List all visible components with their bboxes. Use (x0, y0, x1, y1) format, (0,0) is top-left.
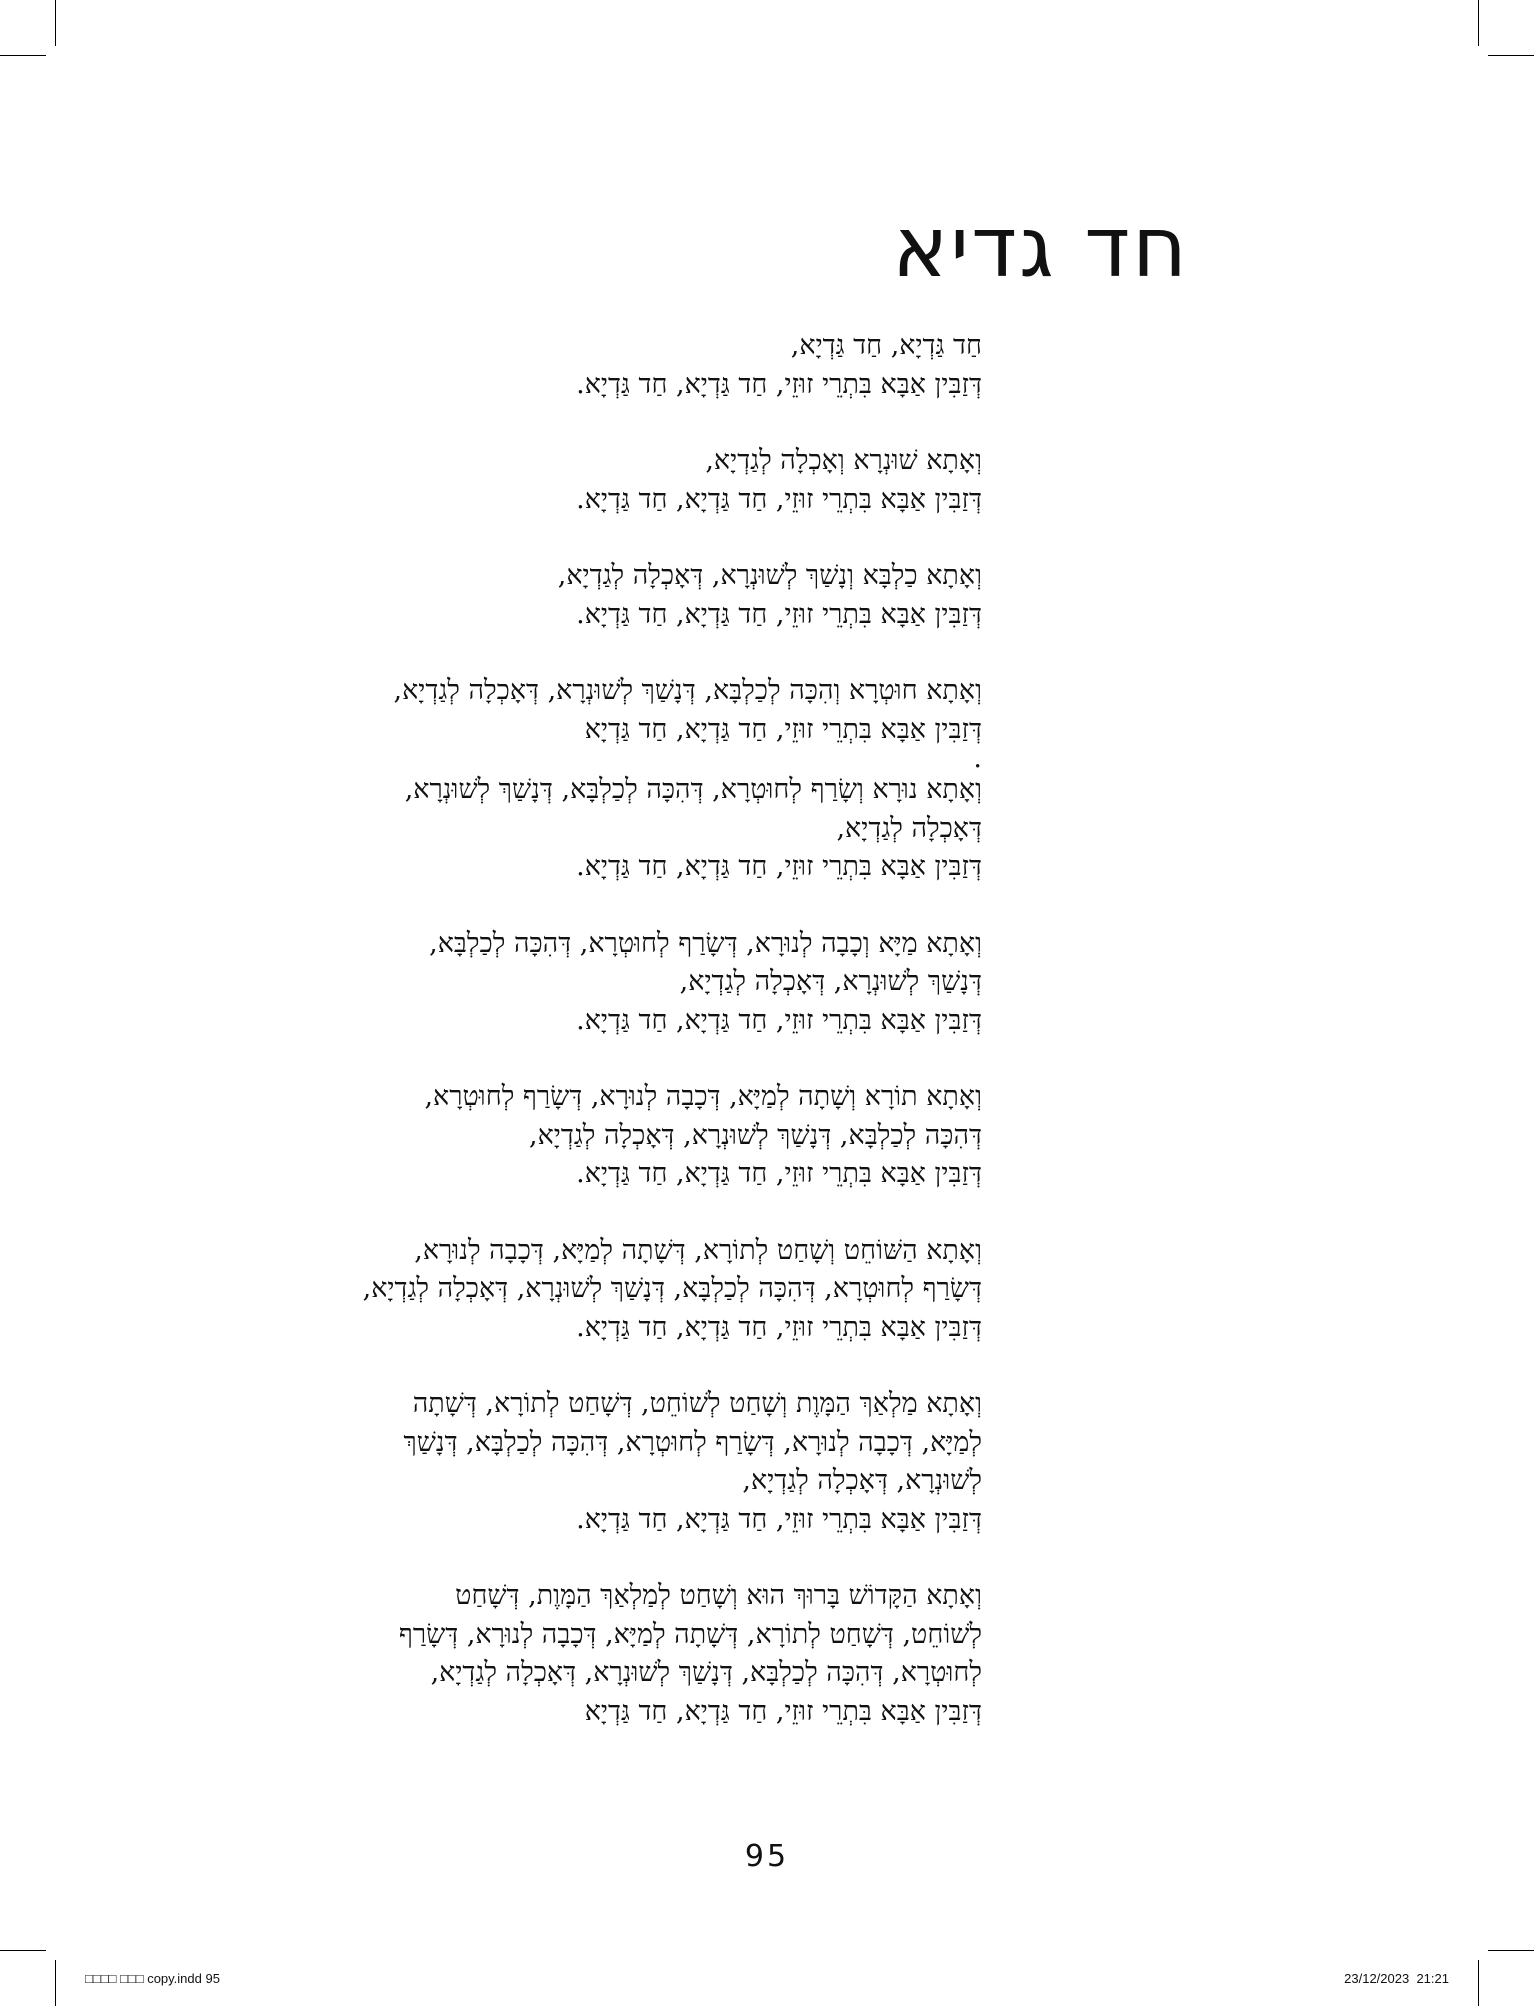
crop-mark (0, 55, 46, 56)
crop-mark (55, 0, 56, 46)
verse-line: וְאָתָא מַיָּא וְכָבָה לְנוּרָא, דְּשָׂרַף לְחוּטְרָא, דְּהִכָּה לְכַלְבָּא, (429, 927, 982, 959)
crop-mark (55, 1960, 56, 2006)
verse-line: דְּזַבִּין אַבָּא בִּתְרֵי זוּזֵי, חַד גַּדְיָא, חַד גַּדְיָא. (576, 1503, 982, 1535)
verse-line: דְּהִכָּה לְכַלְבָּא, דְּנָשַׁךְ לְשׁוּנְרָא, דְּאָכְלָה לְגַדְיָא, (529, 1119, 982, 1151)
verse-trailing-mark: . (973, 743, 982, 774)
verse-line: וְאָתָא הַשּׁוֹחֵט וְשָׁחַט לְתוֹרָא, דְּשָׁתָה לְמַיָּא, דְּכָבָה לְנוּרָא, (414, 1234, 982, 1266)
crop-mark (1488, 55, 1534, 56)
verse-line: דְּזַבִּין אַבָּא בִּתְרֵי זוּזֵי, חַד גַּדְיָא, חַד גַּדְיָא. (576, 483, 982, 515)
slug-file-name: □□□□ □□□ copy.indd 95 (85, 1971, 220, 1986)
verse-line: לְשׁוֹחֵט, דְּשָׁחַט לְתוֹרָא, דְּשָׁתָה לְמַיָּא, דְּכָבָה לְנוּרָא, דְּשָׂרַף (398, 1618, 982, 1650)
verse-line: לְחוּטְרָא, דְּהִכָּה לְכַלְבָּא, דְּנָשַׁךְ לְשׁוּנְרָא, דְּאָכְלָה לְגַדְיָא, (430, 1657, 982, 1688)
verse-stanza (102, 1577, 982, 1731)
verse-line: חַד גַּדְיָא, חַד גַּדְיָא, (790, 330, 982, 361)
song-text (102, 327, 982, 1769)
verse-line: דְּזַבִּין אַבָּא בִּתְרֵי זוּזֵי, חַד גַּדְיָא, חַד גַּדְיָא. (576, 1158, 982, 1189)
verse-stanza (102, 1078, 982, 1194)
crop-mark (1478, 0, 1479, 46)
verse-line: וְאָתָא נוּרָא וְשָׂרַף לְחוּטְרָא, דְּהִכָּה לְכַלְבָּא, דְּנָשַׁךְ לְשׁוּנְרָא, (404, 774, 982, 805)
verse-stanza (102, 1385, 982, 1539)
verse-line: דְּזַבִּין אַבָּא בִּתְרֵי זוּזֵי, חַד גַּדְיָא, חַד גַּדְיָא (584, 1695, 982, 1727)
crop-mark (1478, 1960, 1479, 2006)
verse-line: לְמַיָּא, דְּכָבָה לְנוּרָא, דְּשָׂרַף לְחוּטְרָא, דְּהִכָּה לְכַלְבָּא, דְּנָשַׁךְ (403, 1426, 982, 1458)
verse-line: וְאָתָא שׁוּנְרָא וְאָכְלָה לְגַדְיָא, (705, 445, 982, 476)
verse-line: דְּזַבִּין אַבָּא בִּתְרֵי זוּזֵי, חַד גַּדְיָא, חַד גַּדְיָא. (576, 368, 982, 400)
verse-stanza (102, 771, 982, 887)
page-title: חד גדיא (892, 198, 1189, 296)
verse-line: וְאָתָא חוּטְרָא וְהִכָּה לְכַלְבָּא, דְּנָשַׁךְ לְשׁוּנְרָא, דְּאָכְלָה לְגַדְיָא, (393, 675, 982, 706)
verse-line: דְּזַבִּין אַבָּא בִּתְרֵי זוּזֵי, חַד גַּדְיָא, חַד גַּדְיָא. (576, 851, 982, 882)
verse-line: דְּזַבִּין אַבָּא בִּתְרֵי זוּזֵי, חַד גַּדְיָא, חַד גַּדְיָא. (576, 1311, 982, 1343)
verse-line: וְאָתָא כַלְבָּא וְנָשַׁךְ לְשׁוּנְרָא, דְּאָכְלָה לְגַדְיָא, (557, 560, 982, 591)
slug-timestamp (1344, 1971, 1449, 1986)
slug-time: 21:21 (1416, 1971, 1449, 1986)
crop-mark (1488, 1950, 1534, 1951)
verse-stanza (102, 1232, 982, 1348)
verse-line: וְאָתָא תוֹרָא וְשָׁתָה לְמַיָּא, דְּכָבָה לְנוּרָא, דְּשָׂרַף לְחוּטְרָא, (424, 1081, 982, 1112)
verse-line: דְּזַבִּין אַבָּא בִּתְרֵי זוּזֵי, חַד גַּדְיָא, חַד גַּדְיָא. (576, 598, 982, 630)
page-number: 95 (744, 1839, 790, 1874)
verse-line: דְּנָשַׁךְ לְשׁוּנְרָא, דְּאָכְלָה לְגַדְיָא, (679, 966, 982, 997)
crop-mark (0, 1950, 46, 1951)
verse-line: דְּזַבִּין אַבָּא בִּתְרֵי זוּזֵי, חַד גַּדְיָא, חַד גַּדְיָא. (576, 1004, 982, 1036)
verse-line: דְּזַבִּין אַבָּא בִּתְרֵי זוּזֵי, חַד גַּדְיָא, חַד גַּדְיָא (584, 713, 982, 745)
slug-date: 23/12/2023 (1344, 1971, 1410, 1986)
verse-line: דְּשָׂרַף לְחוּטְרָא, דְּהִכָּה לְכַלְבָּא, דְּנָשַׁךְ לְשׁוּנְרָא, דְּאָכְלָה לְגַדְיָא, (362, 1273, 982, 1304)
verse-line: לְשׁוּנְרָא, דְּאָכְלָה לְגַדְיָא, (742, 1465, 982, 1496)
verse-stanza (102, 557, 982, 634)
verse-stanza (102, 672, 982, 774)
verse-line: וְאָתָא הַקָּדוֹשׁ בָּרוּךְ הוּא וְשָׁחַט לְמַלְאַךְ הַמָּוֶת, דְּשָׁחַט (455, 1580, 982, 1611)
verse-line: וְאָתָא מַלְאַךְ הַמָּוֶת וְשָׁחַט לְשׁוֹחֵט, דְּשָׁחַט לְתוֹרָא, דְּשָׁתָה (412, 1388, 982, 1419)
verse-stanza (102, 925, 982, 1041)
verse-stanza (102, 442, 982, 519)
verse-stanza (102, 327, 982, 404)
verse-line: דְּאָכְלָה לְגַדְיָא, (836, 812, 982, 844)
